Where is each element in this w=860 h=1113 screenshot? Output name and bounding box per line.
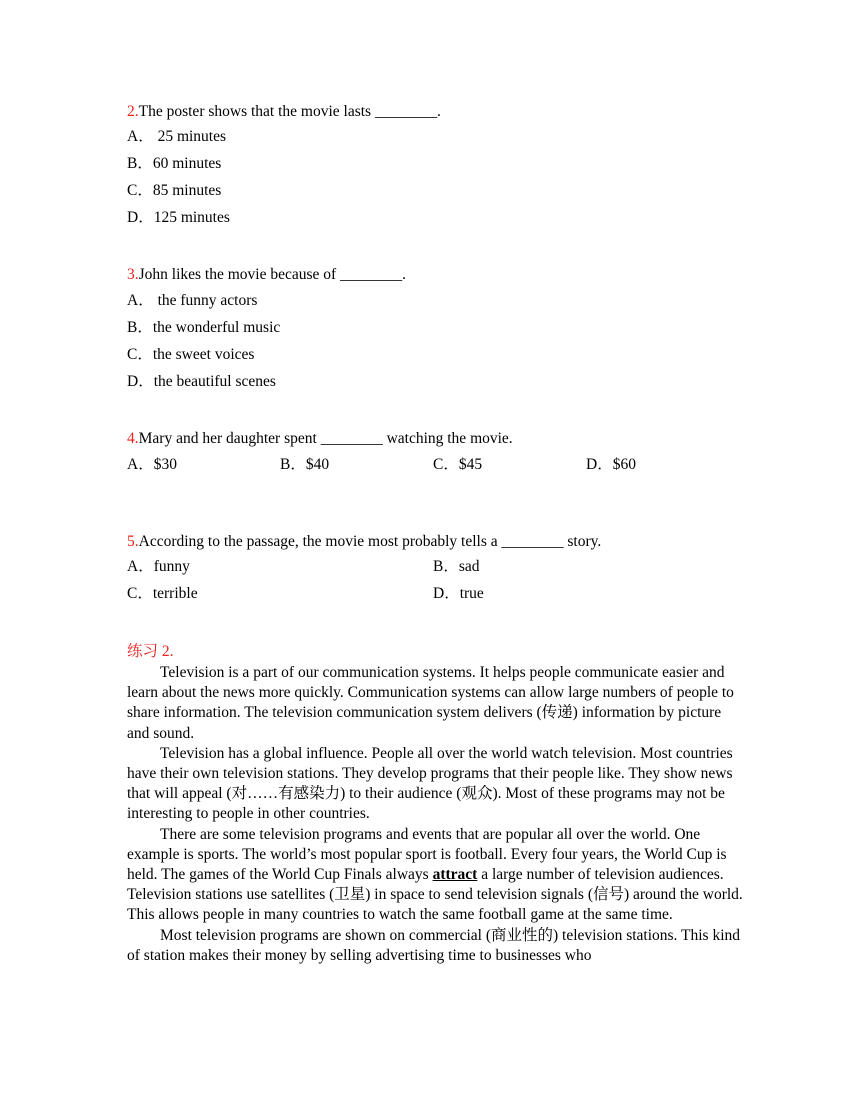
question-stem (127, 265, 406, 285)
question-number: 3. (127, 266, 139, 283)
option-c: C．$45 (433, 456, 483, 473)
paragraph-text: a large number of television audiences. Television stations use satellites (卫星) in space to send television signals (信号) around the world. This allows people in many countries to watch the same football game at the same time. (127, 866, 743, 924)
option-b: B．sad (433, 558, 480, 575)
question-number: 5. (127, 533, 139, 550)
option-a: A．$30 (127, 456, 177, 473)
question-stem (127, 532, 601, 552)
option-b: B．60 minutes (127, 155, 222, 172)
exercise-title: 练习 2. (127, 643, 174, 660)
passage-paragraph-1: Television is a part of our communication systems. It helps people communicate easier and learn about the news more quickly. Communication systems can allow large numbers of people to share information. The television communication system delivers (传递) information by picture and sound. (127, 664, 734, 742)
option-d: D．125 minutes (127, 209, 230, 226)
option-b: B．the wonderful music (127, 319, 281, 336)
passage-paragraph-3 (127, 825, 747, 926)
option-d: D．$60 (586, 456, 636, 473)
option-a: A． 25 minutes (127, 128, 227, 145)
question-text: The poster shows that the movie lasts ________. (138, 103, 441, 120)
option-d: D．true (433, 585, 484, 602)
option-c: C．85 minutes (127, 182, 222, 199)
option-a: A．funny (127, 558, 190, 575)
reading-passage (127, 663, 747, 966)
question-number: 2. (127, 103, 139, 120)
question-stem (127, 102, 441, 122)
option-a: A． the funny actors (127, 292, 258, 309)
question-text: John likes the movie because of ________. (138, 266, 406, 283)
option-c: C．the sweet voices (127, 346, 255, 363)
question-number: 4. (127, 430, 139, 447)
passage-paragraph-2: Television has a global influence. People all over the world watch television. Most countries have their own television stations. They develop programs that their people like. They show news that will appeal (对……有感染力) to their audience (观众). Most of these programs may not be interesting to people in other countries. (127, 744, 733, 823)
option-d: D．the beautiful scenes (127, 373, 276, 390)
keyword-attract: attract (432, 866, 478, 884)
question-text: Mary and her daughter spent ________ watching the movie. (138, 430, 513, 447)
passage-paragraph-4: Most television programs are shown on commercial (商业性的) television stations. This kind of station makes their money by selling advertising time to businesses who (127, 926, 741, 964)
paragraph-text: There are some television programs and events that are popular all over the world. One example is sports. The world’s most popular sport is football. Every four years, the World Cup is held. The games of the World Cup Finals always (127, 825, 727, 884)
option-b: B．$40 (280, 456, 330, 473)
option-c: C．terrible (127, 585, 198, 602)
question-text: According to the passage, the movie most probably tells a ________ story. (138, 533, 602, 550)
question-stem (127, 429, 513, 449)
